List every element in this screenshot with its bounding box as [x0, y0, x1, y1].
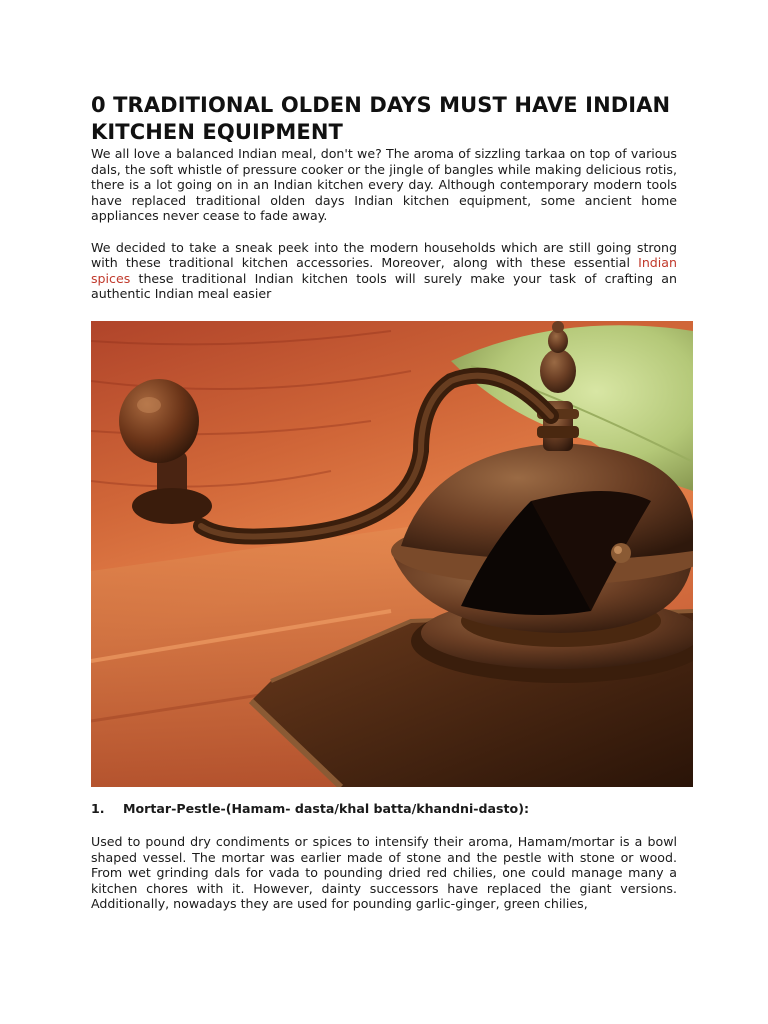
intro-paragraph-2-text-b: these traditional Indian kitchen tools will surely make your task of crafting an authentic Indian meal easier [91, 270, 677, 302]
paragraph-gap [91, 224, 677, 240]
spice-grinder-photo [91, 321, 693, 787]
article-header [91, 92, 677, 302]
section-1-heading [91, 801, 677, 817]
section-1-paragraph: Used to pound dry condiments or spices to intensify their aroma, Hamam/mortar is a bowl shaped vessel. The mortar was earlier made of stone and the pestle with stone or wood. From wet grinding dals for vada to pounding dried red chilies, one could manage many a kitchen chores with it. However, dainty successors have replaced the giant versions. Additionally, nowadays they are used for pounding garlic-ginger, green chilies, [91, 834, 677, 912]
section-1-title: Mortar-Pestle-(Hamam- dasta/khal batta/khandni-dasto): [123, 801, 529, 816]
intro-paragraph-1: We all love a balanced Indian meal, don't we? The aroma of sizzling tarkaa on top of various dals, the soft whistle of pressure cooker or the jingle of bangles while making delicious rotis, there is a lot going on in an Indian kitchen every day. Although contemporary modern tools have replaced traditional olden days Indian kitchen equipment, some ancient home appliances never cease to fade away. [91, 146, 677, 224]
section-1-number: 1. [91, 801, 105, 816]
indian-spices-link[interactable]: Indian spices [91, 255, 677, 286]
intro-paragraph-2 [91, 240, 677, 302]
intro-paragraph-2-text-a: We decided to take a sneak peek into the modern households which are still going strong with these traditional kitchen accessories. Moreover, along with these essential [91, 239, 677, 271]
article-title: 0 TRADITIONAL OLDEN DAYS MUST HAVE INDIAN KITCHEN EQUIPMENT [91, 93, 671, 144]
